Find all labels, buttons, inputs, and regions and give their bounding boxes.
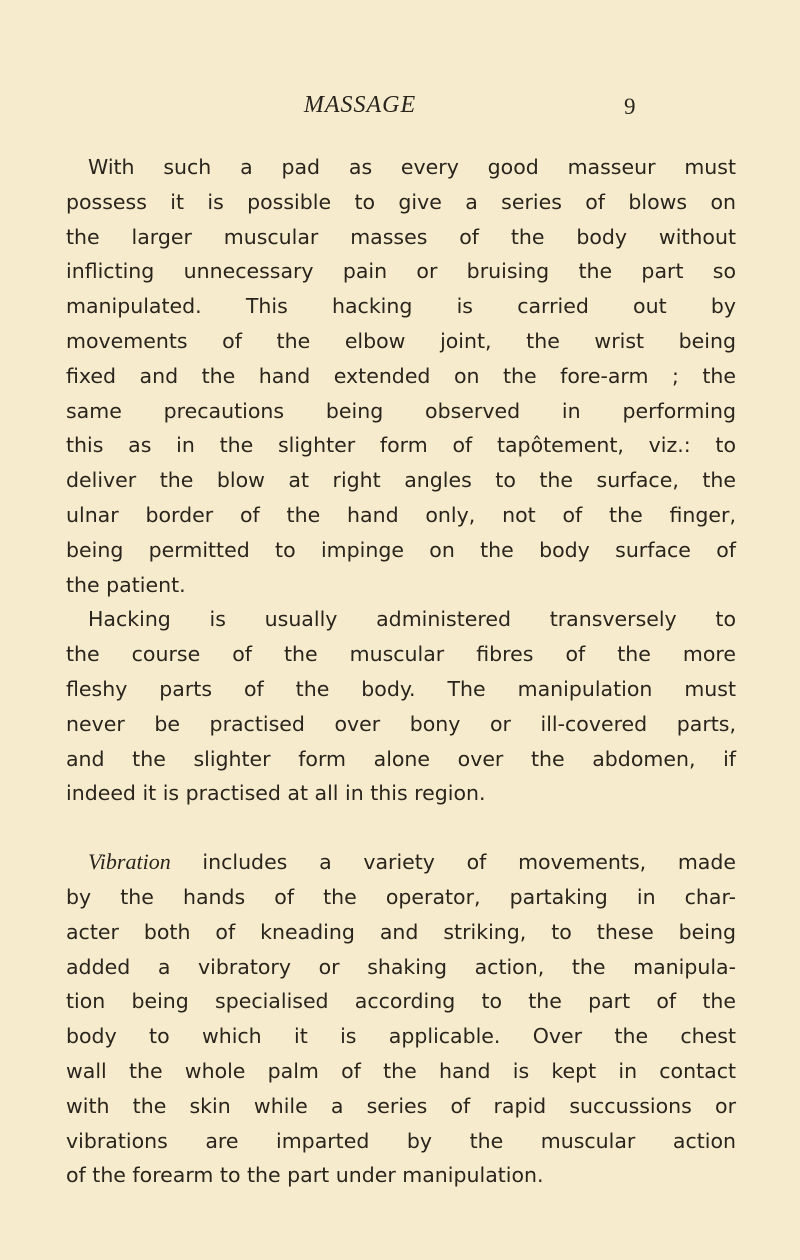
text-line-rest: includes a variety of movements, made bbox=[170, 850, 736, 875]
text-line: never be practised over bony or ill-covered parts, bbox=[66, 711, 736, 736]
text-line: manipulated. This hacking is carried out by bbox=[66, 294, 736, 319]
paragraph-hacking-course bbox=[66, 602, 736, 811]
text-line: of the forearm to the part under manipulation. bbox=[66, 1163, 544, 1188]
text-line: movements of the elbow joint, the wrist being bbox=[66, 328, 736, 353]
text-line: by the hands of the operator, partaking in char- bbox=[66, 884, 736, 909]
text-line: tion being specialised according to the part of the bbox=[66, 989, 736, 1014]
running-head bbox=[0, 92, 800, 132]
page-number: 9 bbox=[624, 94, 636, 119]
text-line: With such a pad as every good masseur must bbox=[88, 155, 736, 179]
paragraph-gap bbox=[66, 811, 736, 845]
body-text bbox=[66, 150, 736, 1193]
italic-term: Vibration bbox=[88, 849, 171, 875]
text-line: body to which it is applicable. Over the chest bbox=[66, 1024, 736, 1049]
text-line: fixed and the hand extended on the fore-arm ; the bbox=[66, 363, 736, 388]
text-line: possess it is possible to give a series of blows on bbox=[66, 189, 736, 214]
text-line bbox=[66, 845, 736, 880]
text-line: with the skin while a series of rapid succussions or bbox=[66, 1093, 736, 1118]
text-line: ulnar border of the hand only, not of the finger, bbox=[66, 502, 736, 527]
text-line: vibrations are imparted by the muscular action bbox=[66, 1128, 736, 1153]
running-title: MASSAGE bbox=[303, 92, 417, 118]
text-line: indeed it is practised at all in this region. bbox=[66, 781, 486, 806]
text-line: the larger muscular masses of the body without bbox=[66, 224, 736, 249]
text-line: and the slighter form alone over the abdomen, if bbox=[66, 746, 736, 771]
text-line: Hacking is usually administered transversely to bbox=[88, 607, 736, 632]
text-line: fleshy parts of the body. The manipulation must bbox=[66, 676, 736, 701]
text-line: wall the whole palm of the hand is kept in contact bbox=[66, 1058, 736, 1083]
paragraph-vibration bbox=[66, 845, 736, 1193]
text-line: added a vibratory or shaking action, the manipula- bbox=[66, 954, 736, 979]
text-line: inflicting unnecessary pain or bruising the part so bbox=[66, 259, 736, 284]
text-line: the course of the muscular fibres of the more bbox=[66, 642, 736, 667]
text-line: same precautions being observed in performing bbox=[66, 398, 736, 423]
text-line: the patient. bbox=[66, 572, 186, 597]
paragraph-pad-hacking bbox=[66, 150, 736, 602]
text-line: deliver the blow at right angles to the surface, the bbox=[66, 468, 736, 493]
text-line: this as in the slighter form of tapôtement, viz.: to bbox=[66, 433, 736, 458]
text-line: being permitted to impinge on the body surface of bbox=[66, 537, 736, 562]
text-line: acter both of kneading and striking, to these being bbox=[66, 919, 736, 944]
